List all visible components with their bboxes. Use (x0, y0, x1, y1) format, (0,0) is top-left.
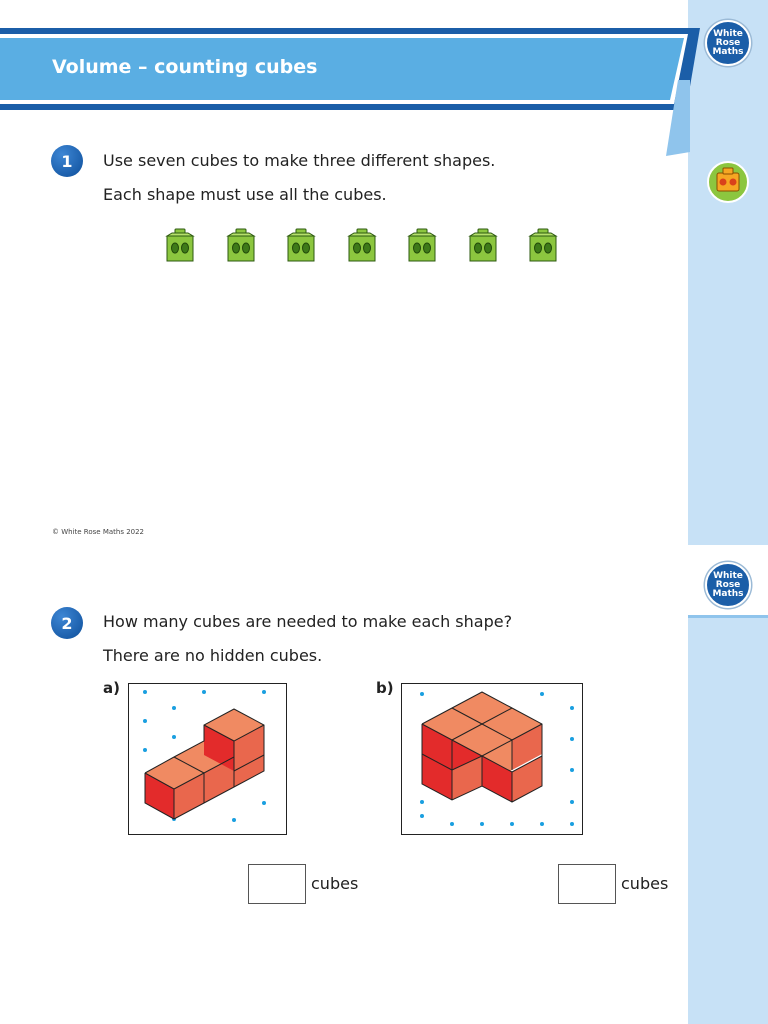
white-rose-maths-logo: White Rose Maths (705, 20, 751, 66)
question-number-badge: 2 (51, 607, 83, 639)
grid-dot (570, 800, 574, 804)
grid-dot (172, 706, 176, 710)
grid-dot (570, 768, 574, 772)
copyright-text: © White Rose Maths 2022 (52, 528, 145, 536)
isometric-shape-b (401, 683, 583, 835)
worksheet-page-2 (0, 545, 768, 1024)
grid-dot (450, 822, 454, 826)
part-b-label: b) (376, 679, 394, 697)
grid-dot (420, 814, 424, 818)
grid-dot (510, 822, 514, 826)
question-number-badge: 1 (51, 145, 83, 177)
cube-activity-icon (706, 160, 750, 204)
grid-dot (540, 692, 544, 696)
linking-cube-icon (406, 228, 438, 264)
question-2-note: There are no hidden cubes. (103, 646, 323, 665)
grid-dot (143, 719, 147, 723)
white-rose-maths-logo: White Rose Maths (705, 562, 751, 608)
grid-dot (570, 737, 574, 741)
grid-dot (540, 822, 544, 826)
isometric-shape-a (128, 683, 287, 835)
grid-dot (232, 818, 236, 822)
linking-cube-icon (346, 228, 378, 264)
sidebar-strip (688, 0, 768, 545)
linking-cube-icon (467, 228, 499, 264)
question-1-instruction: Use seven cubes to make three different shapes. (103, 151, 496, 170)
unit-label-a: cubes (311, 874, 359, 893)
grid-dot (202, 690, 206, 694)
grid-dot (570, 822, 574, 826)
linking-cube-icon (527, 228, 559, 264)
grid-dot (262, 690, 266, 694)
part-a-label: a) (103, 679, 120, 697)
grid-dot (143, 690, 147, 694)
grid-dot (262, 801, 266, 805)
question-1-rule: Each shape must use all the cubes. (103, 185, 387, 204)
unit-label-b: cubes (621, 874, 669, 893)
grid-dot (480, 822, 484, 826)
grid-dot (143, 748, 147, 752)
answer-box-a[interactable] (248, 864, 306, 904)
grid-dot (420, 692, 424, 696)
grid-dot (570, 706, 574, 710)
grid-dot (420, 800, 424, 804)
question-2-instruction: How many cubes are needed to make each shape? (103, 612, 513, 631)
grid-dot (172, 735, 176, 739)
linking-cube-icon (285, 228, 317, 264)
linking-cube-icon (225, 228, 257, 264)
answer-box-b[interactable] (558, 864, 616, 904)
linking-cube-icon (164, 228, 196, 264)
page-title: Volume – counting cubes (52, 56, 318, 78)
